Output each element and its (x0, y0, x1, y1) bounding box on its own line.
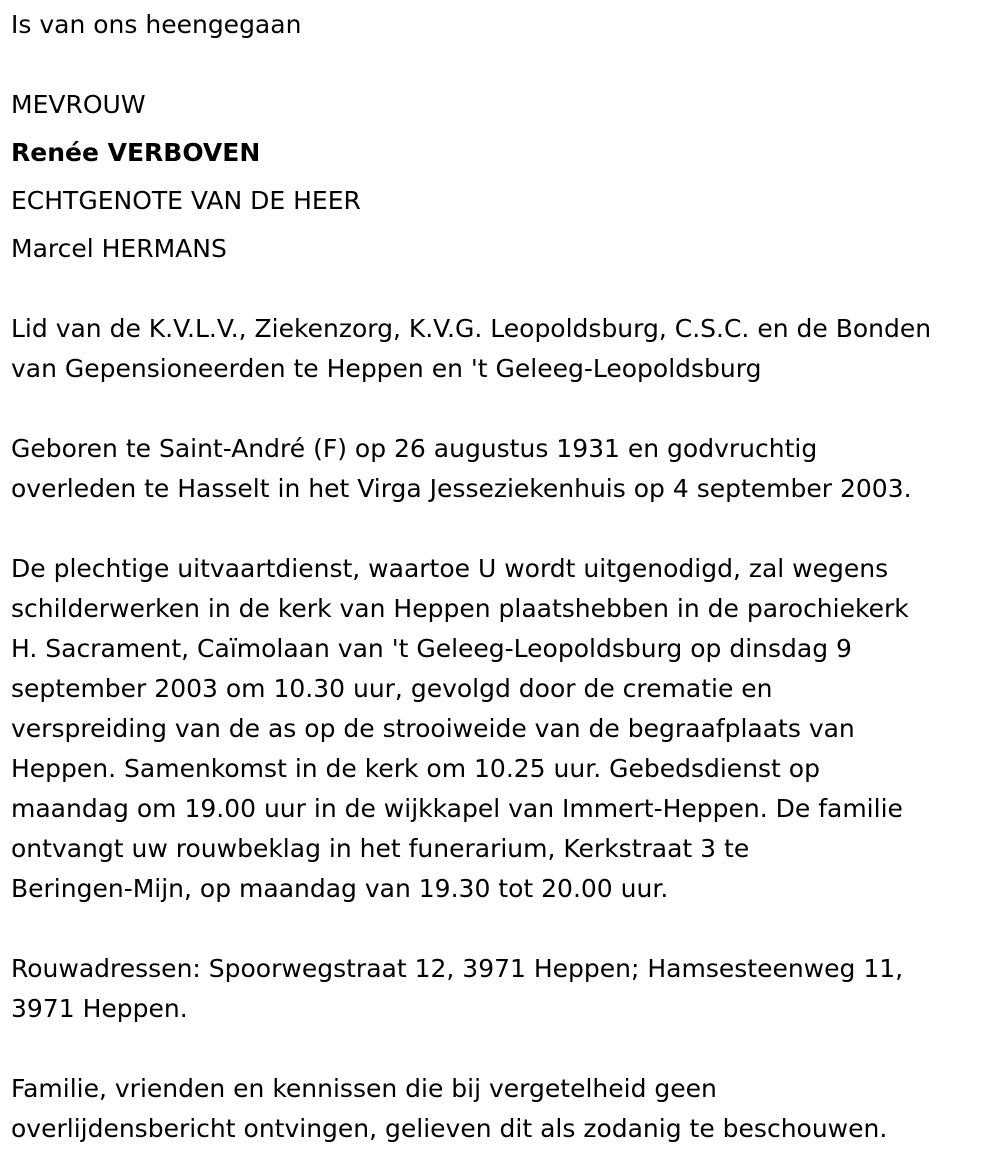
funeral-line: maandag om 19.00 uur in de wijkkapel van Immert-Heppen. De familie (11, 794, 903, 823)
relation-text: ECHTGENOTE VAN DE HEER (11, 186, 361, 215)
funeral-line: Beringen-Mijn, op maandag van 19.30 tot 20.00 uur. (11, 874, 669, 903)
closing-line: overlijdensbericht ontvingen, gelieven dit als zodanig te beschouwen. (11, 1114, 888, 1143)
addresses-paragraph (11, 949, 903, 1029)
address-line: 3971 Heppen. (11, 994, 188, 1023)
membership-line: Lid van de K.V.L.V., Ziekenzorg, K.V.G. Leopoldsburg, C.S.C. en de Bonden (11, 314, 932, 343)
address-line: Rouwadressen: Spoorwegstraat 12, 3971 Heppen; Hamsesteenweg 11, (11, 954, 904, 983)
funeral-line: Heppen. Samenkomst in de kerk om 10.25 uur. Gebedsdienst op (11, 754, 820, 783)
funeral-paragraph (11, 549, 909, 909)
closing-line: Familie, vrienden en kennissen die bij vergetelheid geen (11, 1074, 717, 1103)
funeral-line: H. Sacrament, Caïmolaan van 't Geleeg-Leopoldsburg op dinsdag 9 (11, 634, 852, 663)
funeral-line: ontvangt uw rouwbeklag in het funerarium, Kerkstraat 3 te (11, 834, 750, 863)
funeral-line: De plechtige uitvaartdienst, waartoe U wordt uitgenodigd, zal wegens (11, 554, 889, 583)
title-text: MEVROUW (11, 90, 146, 119)
spouse-name: Marcel HERMANS (11, 234, 227, 263)
birth-death-line: Geboren te Saint-André (F) op 26 augustus 1931 en godvruchtig (11, 434, 818, 463)
funeral-line: verspreiding van de as op de strooiweide van de begraafplaats van (11, 714, 855, 743)
funeral-line: schilderwerken in de kerk van Heppen plaatshebben in de parochiekerk (11, 594, 909, 623)
birth-death-paragraph (11, 429, 912, 509)
membership-line: van Gepensioneerden te Heppen en 't Geleeg-Leopoldsburg (11, 354, 762, 383)
membership-paragraph (11, 309, 931, 389)
closing-paragraph (11, 1069, 887, 1149)
birth-death-line: overleden te Hasselt in het Virga Jesseziekenhuis op 4 september 2003. (11, 474, 912, 503)
deceased-name: Renée VERBOVEN (11, 138, 261, 167)
intro-text: Is van ons heengegaan (11, 10, 302, 39)
funeral-line: september 2003 om 10.30 uur, gevolgd door de crematie en (11, 674, 773, 703)
